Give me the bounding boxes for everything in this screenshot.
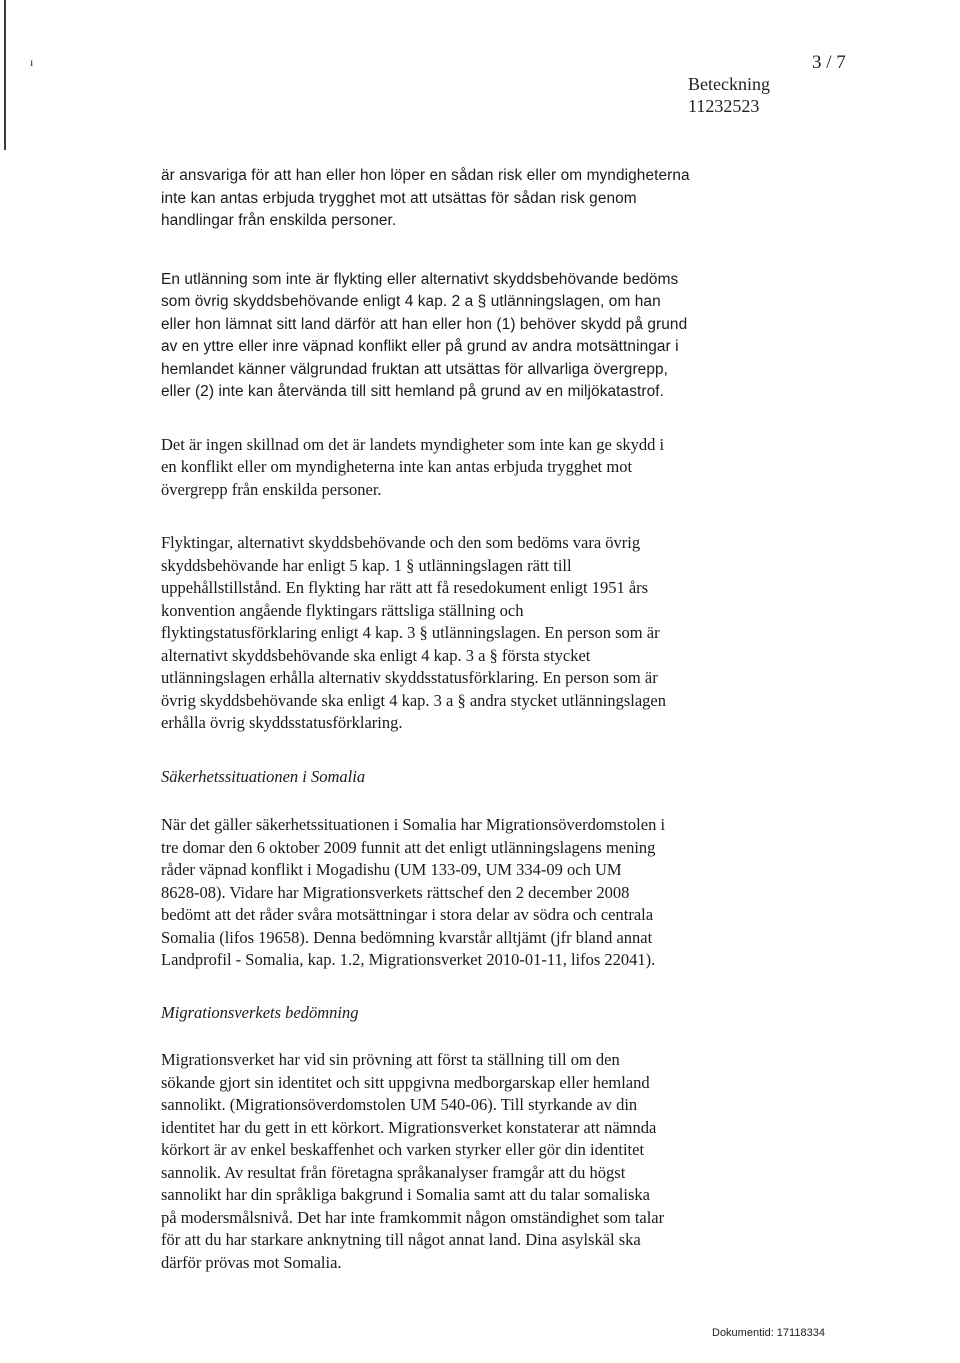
paragraph-line: hemlandet känner välgrundad fruktan att utsättas för allvarliga övergrepp, (161, 360, 669, 378)
reference-block (688, 73, 770, 117)
paragraph-line: på modersmålsnivå. Det har inte framkommit någon omständighet som talar (161, 1207, 665, 1227)
paragraph-line: övrig skyddsbehövande ska enligt 4 kap. 3 a § andra stycket utlänningslagen (161, 690, 666, 710)
paragraph-line: råder väpnad konflikt i Mogadishu (UM 133-09, UM 334-09 och UM (161, 860, 622, 879)
paragraph-line: av en yttre eller inre väpnad konflikt eller på grund av andra motsättningar i (161, 338, 679, 355)
paragraph-line: en konflikt eller om myndigheterna inte kan antas erbjuda trygghet mot (161, 457, 633, 476)
paragraph (161, 165, 771, 233)
heading-block (161, 1002, 771, 1025)
paragraph-line: Det är ingen skillnad om det är landets myndigheter som inte kan ge skydd i (161, 434, 665, 454)
paragraph-line: uppehållstillstånd. En flykting har rätt att få resedokument enligt 1951 års (161, 578, 649, 597)
paragraph-line: sannolikt. (Migrationsöverdomstolen UM 540-06). Till styrkande av din (161, 1095, 638, 1114)
paragraph (161, 1049, 771, 1274)
paragraph-line: 8628-08). Vidare har Migrationsverkets rättschef den 2 december 2008 (161, 882, 630, 902)
reference-number: 11232523 (688, 96, 760, 116)
heading-block (161, 766, 771, 789)
paragraph-line: Migrationsverket har vid sin prövning att först ta ställning till om den (161, 1050, 620, 1069)
paragraph-line: identitet har du gett in ett körkort. Migrationsverket konstaterar att nämnda (161, 1117, 657, 1137)
paragraph-line: körkort är av enkel beskaffenhet och varken styrker eller gör din identitet (161, 1140, 645, 1159)
paragraph (161, 434, 771, 502)
document-id: Dokumentid: 17118334 (712, 1327, 825, 1339)
paragraph-line: övergrepp från enskilda personer. (161, 479, 382, 499)
scan-edge-line (4, 0, 6, 150)
paragraph-line: Flyktingar, alternativt skyddsbehövande och den som bedöms vara övrig (161, 533, 641, 552)
paragraph-line: inte kan antas erbjuda trygghet mot att utsättas för sådan risk genom (161, 189, 637, 207)
section-heading: Säkerhetssituationen i Somalia (161, 766, 366, 786)
paragraph (161, 532, 771, 735)
paragraph-line: som övrig skyddsbehövande enligt 4 kap. 2 a § utlänningslagen, om han (161, 293, 661, 310)
paragraph-line: eller (2) inte kan återvända till sitt hemland på grund av en miljökatastrof. (161, 383, 665, 400)
reference-label: Beteckning (688, 74, 770, 94)
document-body (161, 165, 771, 1274)
paragraph-line: flyktingstatusförklaring enligt 4 kap. 3 § utlänningslagen. En person som är (161, 623, 660, 642)
paragraph-line: handlingar från enskilda personer. (161, 212, 397, 229)
paragraph-line: sökande gjort sin identitet och sitt uppgivna medborgarskap eller hemland (161, 1072, 650, 1092)
paragraph-line: sannolik. Av resultat från företagna språkanalyser framgår att du högst (161, 1162, 626, 1182)
paragraph-line: Landprofil - Somalia, kap. 1.2, Migrationsverket 2010-01-11, lifos 22041). (161, 950, 656, 969)
margin-mark: ı (30, 55, 34, 69)
paragraph-line: sannolikt har din språkliga bakgrund i Somalia samt att du talar somaliska (161, 1185, 650, 1204)
paragraph-line: Somalia (lifos 19658). Denna bedömning kvarstår alltjämt (jfr bland annat (161, 927, 653, 947)
paragraph-line: utlänningslagen erhålla alternativ skyddsstatusförklaring. En person som är (161, 668, 658, 687)
paragraph-line: alternativt skyddsbehövande ska enligt 4 kap. 3 a § första stycket (161, 645, 591, 665)
section-heading: Migrationsverkets bedömning (161, 1002, 359, 1022)
page-number: 3 / 7 (812, 52, 846, 73)
paragraph-line: erhålla övrig skyddsstatusförklaring. (161, 713, 403, 732)
paragraph-line: En utlänning som inte är flykting eller alternativt skyddsbehövande bedöms (161, 270, 679, 288)
paragraph-line: konvention angående flyktingars rättsliga ställning och (161, 600, 524, 620)
paragraph-line: för att du har starkare anknytning till något annat land. Dina asylskäl ska (161, 1230, 641, 1249)
paragraph (161, 814, 771, 972)
paragraph-line: eller hon lämnat sitt land därför att han eller hon (1) behöver skydd på grund (161, 315, 688, 333)
paragraph-line: tre domar den 6 oktober 2009 funnit att det enligt utlänningslagens mening (161, 837, 656, 857)
paragraph-line: skyddsbehövande har enligt 5 kap. 1 § utlänningslagen rätt till (161, 555, 572, 575)
paragraph-line: När det gäller säkerhetssituationen i Somalia har Migrationsöverdomstolen i (161, 815, 666, 834)
paragraph-line: bedömt att det råder svåra motsättningar i stora delar av södra och centrala (161, 905, 654, 924)
paragraph (161, 269, 771, 404)
paragraph-line: därför prövas mot Somalia. (161, 1252, 342, 1272)
paragraph-line: är ansvariga för att han eller hon löper en sådan risk eller om myndigheterna (161, 167, 690, 184)
